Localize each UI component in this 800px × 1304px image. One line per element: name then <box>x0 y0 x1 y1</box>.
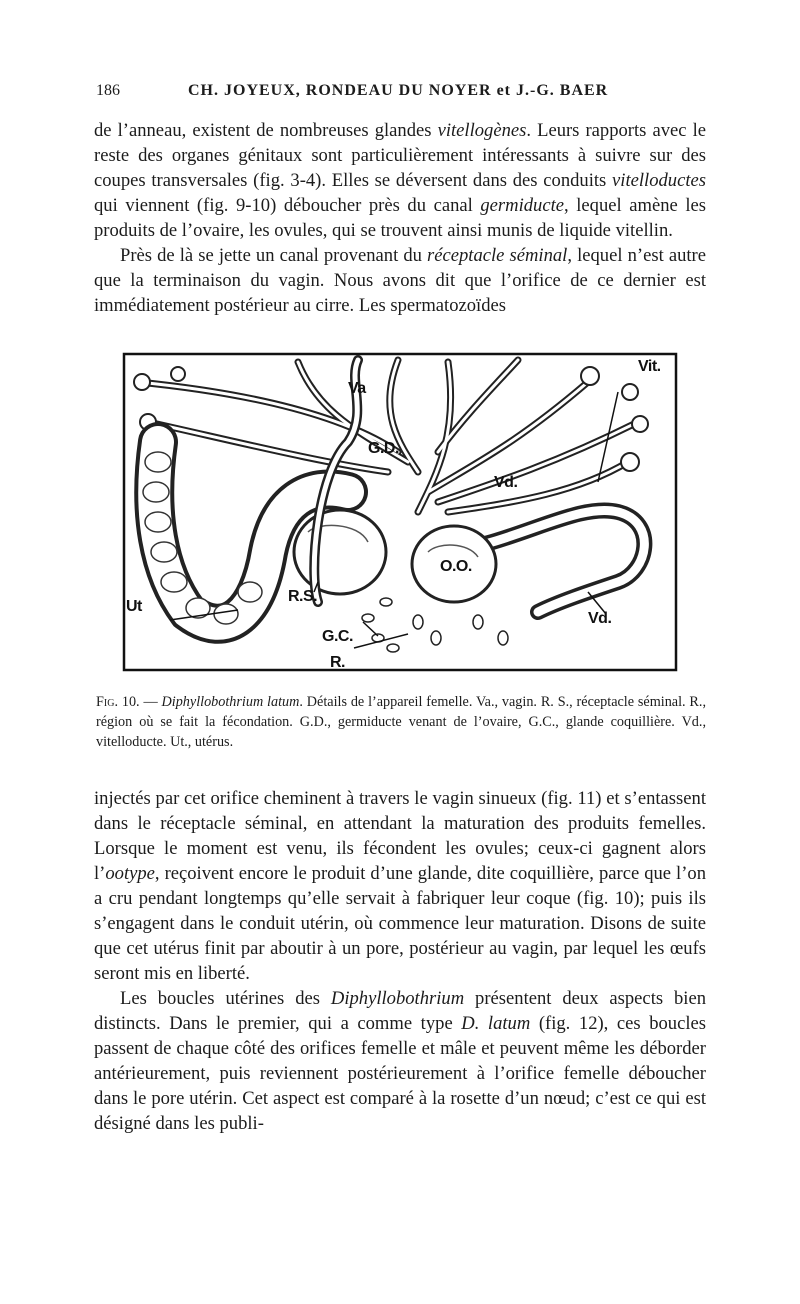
caption-text: . Détails de l’appareil femelle. Va., vagin. R. S., réceptacle séminal. R., région où se fait la fécondation. G.D., germiducte venant de l’ovaire, G.C., glande coquillière. Vd., vitelloducte. Ut., utérus. <box>96 694 706 750</box>
label-va: Va <box>348 380 366 397</box>
text-block-bottom <box>94 786 706 1136</box>
figure-10-illustration <box>118 352 682 674</box>
paragraph-2: Près de là se jette un canal provenant du réceptacle séminal, lequel n’est autre que la terminaison du vagin. Nous avons dit que l’orifice de ce dernier est immédiatement postérieur au cirre. Les spermatozoïdes <box>94 245 706 316</box>
figure-caption: Fig. 10. — Diphyllobothrium latum. Détails de l’appareil femelle. Va., vagin. R. S., réceptacle séminal. R., région où se fait la fécondation. G.D., germiducte venant de l’ovaire, G.C., glande coquillière. Vd., vitelloducte. Ut., utérus. <box>96 694 706 750</box>
paragraph-3: injectés par cet orifice cheminent à travers le vagin sinueux (fig. 11) et s’entassent dans le réceptacle séminal, en attendant la maturation des produits femelles. Lorsque le moment est venu, ils fécondent les ovules; ceux-ci gagnent alors l’ootype, reçoivent encore le produit d’une glande, dite coquillière, parce que l’on a cru pendant longtemps qu’elle servait à fabriquer leur coque (fig. 10); puis ils s’engagent dans le conduit utérin, où commence leur maturation. Disons de suite que cet utérus finit par aboutir à un pore, postérieur au vagin, par lequel les œufs seront mis en liberté. <box>94 788 706 984</box>
header-authors: CH. JOYEUX, RONDEAU DU NOYER et J.-G. BAER <box>188 82 609 99</box>
label-r: R. <box>330 654 345 671</box>
label-ut: Ut <box>126 598 142 615</box>
label-vd-right: Vd. <box>588 610 612 627</box>
label-gd: G.D. <box>368 440 399 457</box>
label-vit: Vit. <box>638 358 661 375</box>
text-block-top <box>94 118 706 318</box>
label-vd-top: Vd. <box>494 474 518 491</box>
paragraph-4: Les boucles utérines des Diphyllobothrium présentent deux aspects bien distincts. Dans le premier, qui a comme type D. latum (fig. 12), ces boucles passent de chaque côté des orifices femelle et mâle et peuvent même les déborder antérieurement, puis reviennent postérieurement à l’orifice femelle déboucher dans le pore utérin. Cet aspect est comparé à la rosette d’un nœud; c’est ce qui est désigné dans les publi- <box>94 988 706 1134</box>
label-rs: R.S. <box>288 588 318 605</box>
label-gc: G.C. <box>322 628 353 645</box>
caption-title: Diphyllobothrium latum <box>161 694 300 710</box>
label-oo: O.O. <box>440 558 472 575</box>
page-number: 186 <box>96 82 120 99</box>
caption-figure-number: Fig. 10. <box>96 694 140 710</box>
paragraph-1: de l’anneau, existent de nombreuses glandes vitellogènes. Leurs rapports avec le reste des organes génitaux sont particulièrement intéressants à suivre sur des coupes transversales (fig. 3-4). Elles se déversent dans des conduits vitelloductes qui viennent (fig. 9-10) déboucher près du canal germiducte, lequel amène les produits de l’ovaire, les ovules, qui se trouvent ainsi munis de liquide vitellin. <box>94 120 707 241</box>
